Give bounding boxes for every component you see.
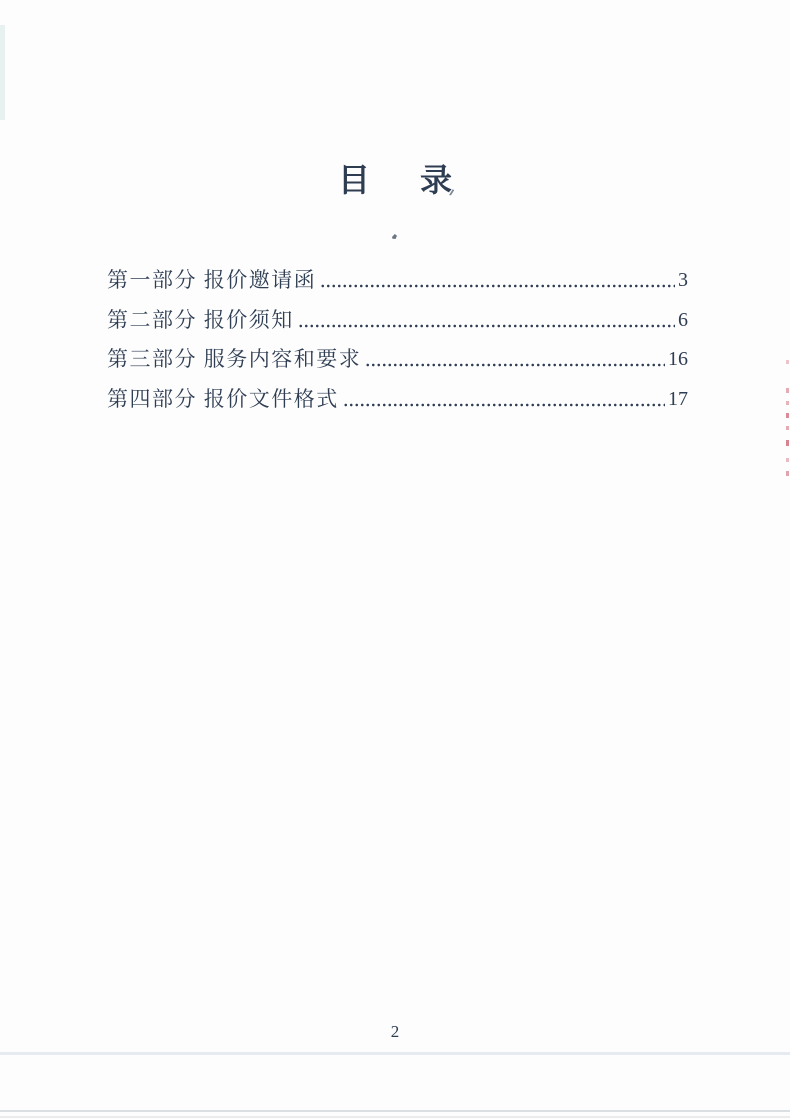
scan-red-edge-mark-artifact <box>786 458 789 462</box>
scan-line-artifact <box>0 1052 790 1055</box>
toc-entry-label: 第二部分 报价须知 <box>107 307 294 332</box>
scan-edge-tint-artifact <box>0 25 5 120</box>
dot-leader <box>298 324 675 328</box>
dot-leader <box>343 403 665 407</box>
toc-entry-page: 17 <box>668 387 688 410</box>
page-title: 目 录 <box>337 162 461 198</box>
toc-entry-page: 16 <box>668 348 688 371</box>
scan-red-edge-mark-artifact <box>786 471 789 476</box>
scan-red-edge-mark-artifact <box>786 426 789 430</box>
toc-entry-page: 3 <box>678 269 688 292</box>
scan-red-edge-mark-artifact <box>786 440 789 446</box>
dot-leader <box>365 363 665 367</box>
toc-entry <box>107 257 688 296</box>
toc-entry <box>107 336 688 375</box>
page-number: 2 <box>390 1022 400 1041</box>
toc-entry <box>107 375 688 414</box>
scan-red-edge-mark-artifact <box>786 360 789 364</box>
toc-entry-label: 第一部分 报价邀请函 <box>107 268 317 293</box>
toc-entry-page: 6 <box>678 308 688 331</box>
scan-line-artifact <box>0 1116 790 1118</box>
scan-ink-speck-artifact <box>392 234 397 239</box>
scan-red-edge-mark-artifact <box>786 388 789 393</box>
toc-entry-label: 第四部分 报价文件格式 <box>107 386 339 411</box>
scan-line-artifact <box>0 1110 790 1112</box>
dot-leader <box>320 284 675 288</box>
toc-entry <box>107 296 688 335</box>
toc-entry-label: 第三部分 服务内容和要求 <box>107 347 362 372</box>
scan-red-edge-mark-artifact <box>786 413 789 418</box>
table-of-contents <box>107 257 688 415</box>
scan-red-edge-mark-artifact <box>786 401 789 405</box>
